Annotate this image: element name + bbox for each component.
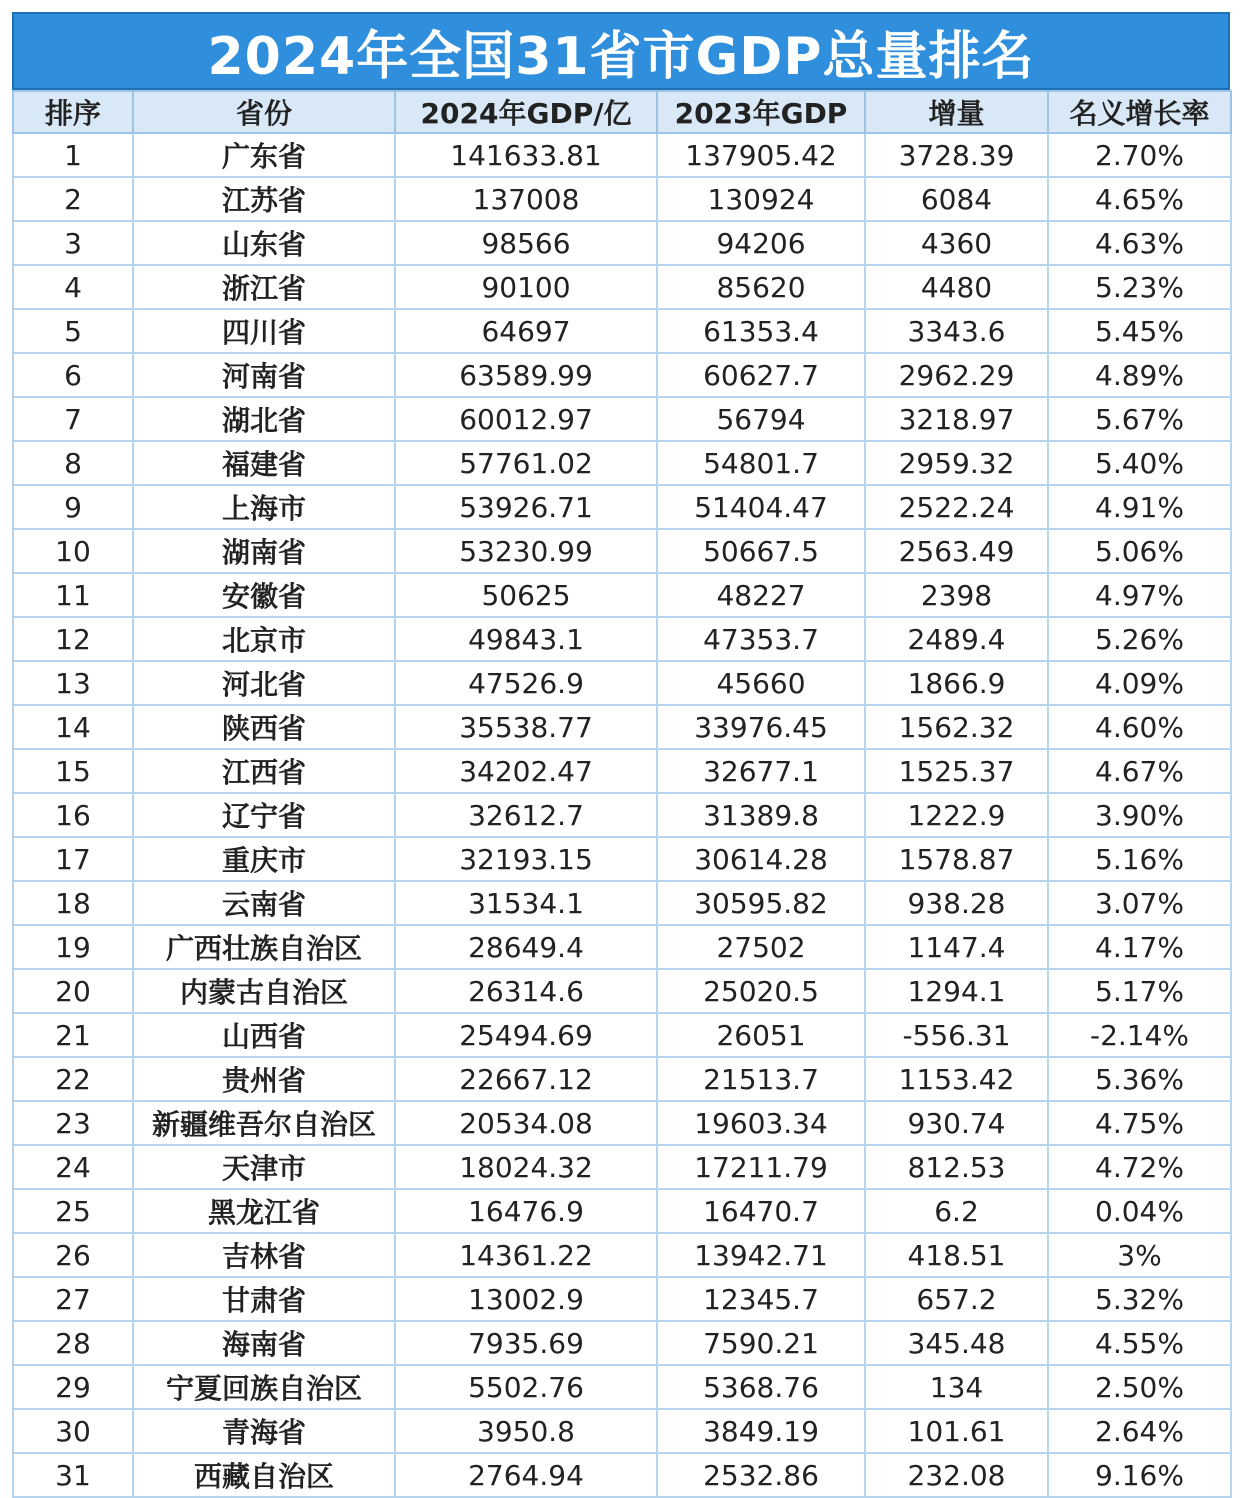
cell-gdp-2023: 16470.7	[657, 1189, 865, 1233]
cell-gdp-2023: 130924	[657, 177, 865, 221]
table-row	[13, 529, 1231, 573]
cell-province: 辽宁省	[133, 793, 395, 837]
cell-growth-rate: 5.23%	[1048, 265, 1231, 309]
cell-rank: 23	[13, 1101, 133, 1145]
cell-gdp-2023: 27502	[657, 925, 865, 969]
table-row	[13, 1321, 1231, 1365]
table-row	[13, 1145, 1231, 1189]
table-row	[13, 441, 1231, 485]
cell-growth-rate: 3.90%	[1048, 793, 1231, 837]
cell-gdp-2023: 19603.34	[657, 1101, 865, 1145]
cell-rank: 18	[13, 881, 133, 925]
cell-growth-rate: 5.17%	[1048, 969, 1231, 1013]
cell-rank: 3	[13, 221, 133, 265]
cell-increment: 812.53	[865, 1145, 1048, 1189]
cell-gdp-2023: 5368.76	[657, 1365, 865, 1409]
table-row	[13, 573, 1231, 617]
cell-province: 内蒙古自治区	[133, 969, 395, 1013]
cell-increment: 3728.39	[865, 133, 1048, 177]
table-row	[13, 661, 1231, 705]
cell-rank: 11	[13, 573, 133, 617]
cell-increment: 1525.37	[865, 749, 1048, 793]
cell-growth-rate: 5.45%	[1048, 309, 1231, 353]
cell-rank: 15	[13, 749, 133, 793]
table-body	[13, 133, 1231, 1497]
cell-growth-rate: 4.55%	[1048, 1321, 1231, 1365]
table-row	[13, 749, 1231, 793]
cell-rank: 24	[13, 1145, 133, 1189]
cell-gdp-2024: 53926.71	[395, 485, 657, 529]
cell-increment: 232.08	[865, 1453, 1048, 1497]
cell-increment: 1866.9	[865, 661, 1048, 705]
cell-rank: 13	[13, 661, 133, 705]
cell-increment: 2959.32	[865, 441, 1048, 485]
cell-rank: 7	[13, 397, 133, 441]
cell-gdp-2024: 49843.1	[395, 617, 657, 661]
cell-rank: 22	[13, 1057, 133, 1101]
cell-rank: 5	[13, 309, 133, 353]
cell-gdp-2024: 16476.9	[395, 1189, 657, 1233]
cell-rank: 27	[13, 1277, 133, 1321]
cell-gdp-2024: 32612.7	[395, 793, 657, 837]
cell-growth-rate: 0.04%	[1048, 1189, 1231, 1233]
cell-province: 广东省	[133, 133, 395, 177]
cell-rank: 31	[13, 1453, 133, 1497]
cell-growth-rate: 9.16%	[1048, 1453, 1231, 1497]
cell-province: 河北省	[133, 661, 395, 705]
cell-increment: 345.48	[865, 1321, 1048, 1365]
cell-increment: 4360	[865, 221, 1048, 265]
gdp-table	[12, 90, 1232, 1498]
cell-growth-rate: 5.36%	[1048, 1057, 1231, 1101]
cell-province: 山西省	[133, 1013, 395, 1057]
cell-growth-rate: 4.65%	[1048, 177, 1231, 221]
table-row	[13, 705, 1231, 749]
cell-growth-rate: 3%	[1048, 1233, 1231, 1277]
cell-gdp-2023: 137905.42	[657, 133, 865, 177]
cell-province: 福建省	[133, 441, 395, 485]
cell-gdp-2023: 61353.4	[657, 309, 865, 353]
cell-rank: 16	[13, 793, 133, 837]
cell-province: 湖南省	[133, 529, 395, 573]
cell-rank: 17	[13, 837, 133, 881]
cell-growth-rate: 5.32%	[1048, 1277, 1231, 1321]
cell-increment: 930.74	[865, 1101, 1048, 1145]
cell-gdp-2024: 53230.99	[395, 529, 657, 573]
cell-province: 西藏自治区	[133, 1453, 395, 1497]
cell-growth-rate: 5.40%	[1048, 441, 1231, 485]
cell-increment: 938.28	[865, 881, 1048, 925]
cell-gdp-2023: 51404.47	[657, 485, 865, 529]
cell-growth-rate: 5.26%	[1048, 617, 1231, 661]
cell-gdp-2024: 90100	[395, 265, 657, 309]
cell-province: 青海省	[133, 1409, 395, 1453]
cell-rank: 14	[13, 705, 133, 749]
cell-gdp-2023: 56794	[657, 397, 865, 441]
cell-increment: 3343.6	[865, 309, 1048, 353]
cell-gdp-2024: 35538.77	[395, 705, 657, 749]
cell-gdp-2023: 47353.7	[657, 617, 865, 661]
cell-growth-rate: 4.91%	[1048, 485, 1231, 529]
table-row	[13, 1013, 1231, 1057]
cell-increment: 1222.9	[865, 793, 1048, 837]
cell-province: 北京市	[133, 617, 395, 661]
gdp-ranking-table-figure	[12, 12, 1230, 1498]
cell-gdp-2023: 54801.7	[657, 441, 865, 485]
cell-growth-rate: 4.72%	[1048, 1145, 1231, 1189]
cell-gdp-2024: 22667.12	[395, 1057, 657, 1101]
cell-rank: 26	[13, 1233, 133, 1277]
cell-gdp-2024: 64697	[395, 309, 657, 353]
table-row	[13, 1233, 1231, 1277]
cell-rank: 9	[13, 485, 133, 529]
cell-increment: 1578.87	[865, 837, 1048, 881]
table-row	[13, 485, 1231, 529]
cell-growth-rate: 4.60%	[1048, 705, 1231, 749]
cell-gdp-2023: 31389.8	[657, 793, 865, 837]
cell-increment: 2522.24	[865, 485, 1048, 529]
table-row	[13, 1057, 1231, 1101]
table-row	[13, 1101, 1231, 1145]
cell-rank: 21	[13, 1013, 133, 1057]
cell-rank: 20	[13, 969, 133, 1013]
cell-gdp-2023: 60627.7	[657, 353, 865, 397]
cell-gdp-2023: 30614.28	[657, 837, 865, 881]
cell-gdp-2023: 12345.7	[657, 1277, 865, 1321]
cell-gdp-2024: 141633.81	[395, 133, 657, 177]
cell-growth-rate: 4.17%	[1048, 925, 1231, 969]
cell-increment: 1294.1	[865, 969, 1048, 1013]
col-header-increment: 增量	[865, 91, 1048, 133]
cell-growth-rate: 3.07%	[1048, 881, 1231, 925]
cell-increment: 2398	[865, 573, 1048, 617]
cell-gdp-2024: 57761.02	[395, 441, 657, 485]
cell-gdp-2023: 7590.21	[657, 1321, 865, 1365]
cell-growth-rate: 4.09%	[1048, 661, 1231, 705]
cell-province: 甘肃省	[133, 1277, 395, 1321]
cell-increment: 2962.29	[865, 353, 1048, 397]
header-row	[13, 91, 1231, 133]
cell-gdp-2023: 26051	[657, 1013, 865, 1057]
cell-rank: 29	[13, 1365, 133, 1409]
table-row	[13, 397, 1231, 441]
cell-gdp-2024: 26314.6	[395, 969, 657, 1013]
cell-growth-rate: 5.67%	[1048, 397, 1231, 441]
cell-growth-rate: 2.70%	[1048, 133, 1231, 177]
cell-province: 广西壮族自治区	[133, 925, 395, 969]
cell-increment: 2489.4	[865, 617, 1048, 661]
col-header-gdp-2023: 2023年GDP	[657, 91, 865, 133]
cell-increment: 134	[865, 1365, 1048, 1409]
cell-gdp-2023: 3849.19	[657, 1409, 865, 1453]
cell-province: 天津市	[133, 1145, 395, 1189]
cell-gdp-2024: 63589.99	[395, 353, 657, 397]
cell-increment: 2563.49	[865, 529, 1048, 573]
table-row	[13, 925, 1231, 969]
table-row	[13, 265, 1231, 309]
cell-gdp-2024: 2764.94	[395, 1453, 657, 1497]
cell-province: 陕西省	[133, 705, 395, 749]
cell-growth-rate: 5.06%	[1048, 529, 1231, 573]
cell-growth-rate: 2.50%	[1048, 1365, 1231, 1409]
cell-growth-rate: 4.97%	[1048, 573, 1231, 617]
cell-gdp-2023: 32677.1	[657, 749, 865, 793]
table-row	[13, 1365, 1231, 1409]
cell-gdp-2023: 13942.71	[657, 1233, 865, 1277]
table-row	[13, 1277, 1231, 1321]
cell-increment: 657.2	[865, 1277, 1048, 1321]
table-row	[13, 221, 1231, 265]
cell-growth-rate: 4.89%	[1048, 353, 1231, 397]
cell-rank: 10	[13, 529, 133, 573]
cell-rank: 8	[13, 441, 133, 485]
cell-rank: 12	[13, 617, 133, 661]
cell-increment: 1147.4	[865, 925, 1048, 969]
cell-rank: 25	[13, 1189, 133, 1233]
cell-rank: 6	[13, 353, 133, 397]
cell-gdp-2023: 50667.5	[657, 529, 865, 573]
cell-increment: 1153.42	[865, 1057, 1048, 1101]
cell-rank: 2	[13, 177, 133, 221]
table-row	[13, 837, 1231, 881]
cell-gdp-2024: 5502.76	[395, 1365, 657, 1409]
cell-gdp-2024: 25494.69	[395, 1013, 657, 1057]
cell-rank: 19	[13, 925, 133, 969]
cell-increment: 101.61	[865, 1409, 1048, 1453]
cell-rank: 30	[13, 1409, 133, 1453]
cell-gdp-2023: 94206	[657, 221, 865, 265]
page-title: 2024年全国31省市GDP总量排名	[207, 26, 1035, 87]
cell-gdp-2024: 18024.32	[395, 1145, 657, 1189]
col-header-growth-rate: 名义增长率	[1048, 91, 1231, 133]
table-row	[13, 969, 1231, 1013]
cell-gdp-2024: 32193.15	[395, 837, 657, 881]
cell-province: 云南省	[133, 881, 395, 925]
cell-rank: 1	[13, 133, 133, 177]
table-row	[13, 1189, 1231, 1233]
cell-gdp-2023: 85620	[657, 265, 865, 309]
col-header-rank: 排序	[13, 91, 133, 133]
cell-province: 宁夏回族自治区	[133, 1365, 395, 1409]
cell-rank: 4	[13, 265, 133, 309]
cell-province: 浙江省	[133, 265, 395, 309]
table-row	[13, 881, 1231, 925]
cell-gdp-2024: 3950.8	[395, 1409, 657, 1453]
table-row	[13, 353, 1231, 397]
col-header-gdp-2024: 2024年GDP/亿	[395, 91, 657, 133]
cell-gdp-2023: 17211.79	[657, 1145, 865, 1189]
cell-gdp-2023: 33976.45	[657, 705, 865, 749]
cell-province: 贵州省	[133, 1057, 395, 1101]
table-row	[13, 177, 1231, 221]
cell-province: 重庆市	[133, 837, 395, 881]
cell-province: 湖北省	[133, 397, 395, 441]
cell-gdp-2023: 48227	[657, 573, 865, 617]
cell-gdp-2024: 31534.1	[395, 881, 657, 925]
cell-province: 海南省	[133, 1321, 395, 1365]
cell-gdp-2024: 20534.08	[395, 1101, 657, 1145]
cell-gdp-2024: 28649.4	[395, 925, 657, 969]
cell-increment: 1562.32	[865, 705, 1048, 749]
cell-gdp-2024: 137008	[395, 177, 657, 221]
table-row	[13, 793, 1231, 837]
cell-gdp-2024: 34202.47	[395, 749, 657, 793]
cell-province: 山东省	[133, 221, 395, 265]
cell-gdp-2023: 45660	[657, 661, 865, 705]
cell-gdp-2024: 14361.22	[395, 1233, 657, 1277]
cell-gdp-2024: 13002.9	[395, 1277, 657, 1321]
cell-increment: -556.31	[865, 1013, 1048, 1057]
cell-increment: 6084	[865, 177, 1048, 221]
cell-gdp-2024: 98566	[395, 221, 657, 265]
cell-growth-rate: 4.63%	[1048, 221, 1231, 265]
table-row	[13, 617, 1231, 661]
title-bar	[12, 12, 1230, 90]
cell-growth-rate: 4.75%	[1048, 1101, 1231, 1145]
table-row	[13, 309, 1231, 353]
cell-gdp-2024: 60012.97	[395, 397, 657, 441]
cell-growth-rate: 2.64%	[1048, 1409, 1231, 1453]
cell-province: 上海市	[133, 485, 395, 529]
cell-increment: 6.2	[865, 1189, 1048, 1233]
cell-increment: 3218.97	[865, 397, 1048, 441]
cell-increment: 418.51	[865, 1233, 1048, 1277]
cell-province: 四川省	[133, 309, 395, 353]
cell-province: 吉林省	[133, 1233, 395, 1277]
cell-province: 黑龙江省	[133, 1189, 395, 1233]
cell-gdp-2023: 25020.5	[657, 969, 865, 1013]
cell-growth-rate: 5.16%	[1048, 837, 1231, 881]
cell-rank: 28	[13, 1321, 133, 1365]
cell-gdp-2023: 21513.7	[657, 1057, 865, 1101]
cell-province: 河南省	[133, 353, 395, 397]
cell-province: 江西省	[133, 749, 395, 793]
cell-gdp-2023: 2532.86	[657, 1453, 865, 1497]
cell-gdp-2024: 7935.69	[395, 1321, 657, 1365]
cell-gdp-2023: 30595.82	[657, 881, 865, 925]
cell-gdp-2024: 47526.9	[395, 661, 657, 705]
col-header-province: 省份	[133, 91, 395, 133]
cell-increment: 4480	[865, 265, 1048, 309]
table-row	[13, 1409, 1231, 1453]
cell-province: 江苏省	[133, 177, 395, 221]
cell-growth-rate: 4.67%	[1048, 749, 1231, 793]
cell-province: 安徽省	[133, 573, 395, 617]
cell-province: 新疆维吾尔自治区	[133, 1101, 395, 1145]
cell-gdp-2024: 50625	[395, 573, 657, 617]
table-row	[13, 1453, 1231, 1497]
cell-growth-rate: -2.14%	[1048, 1013, 1231, 1057]
table-row	[13, 133, 1231, 177]
